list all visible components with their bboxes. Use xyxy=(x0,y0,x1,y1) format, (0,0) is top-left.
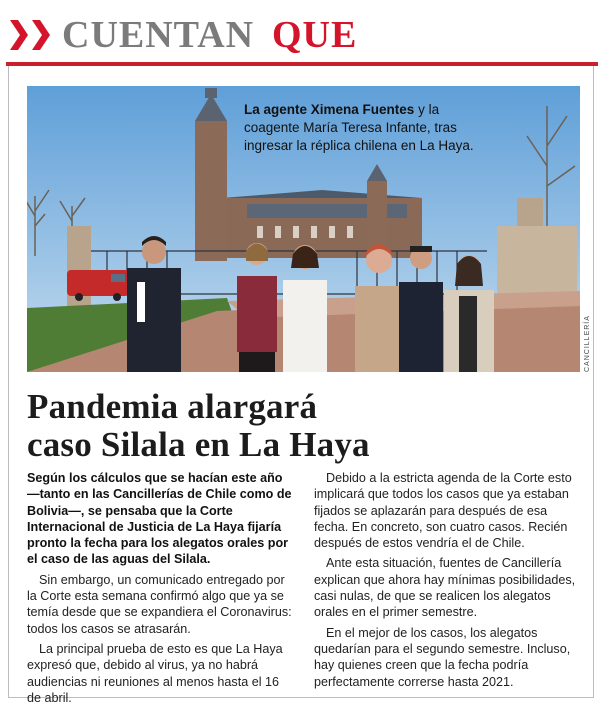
article-paragraph: Ante esta situación, fuentes de Cancillería explican que ahora hay mínimas posibilidades, casi nulas, de que se realicen los alegatos orales en el primer semestre. xyxy=(314,556,576,620)
section-title-red: QUE xyxy=(272,14,358,56)
photo-caption xyxy=(244,101,494,155)
article-lead: Según los cálculos que se hacían este año —tanto en las Cancillerías de Chile como de Bolivia—, se pensaba que la Corte Internacional de Justicia de La Haya fijaría pronto la fecha para los alegatos orales por el caso de las aguas del Silala. xyxy=(27,471,292,567)
article-column-right xyxy=(314,470,579,694)
article-paragraph: Debido a la estricta agenda de la Corte esto implicará que todos los casos que ya estaban fijados se aplazarán para después de esa fecha. En concreto, son cuatro casos. Recién después de estos vendría el de Chile. xyxy=(314,471,572,551)
article-paragraph: En el mejor de los casos, los alegatos quedarían para el segundo semestre. Incluso, hay quienes creen que la fecha podría perfectamente correrse hasta 2021. xyxy=(314,625,571,689)
article-column-left xyxy=(27,470,292,710)
chevron-right-icon xyxy=(32,20,50,50)
chevron-right-icon xyxy=(10,20,28,50)
headline-line-1: Pandemia alargará xyxy=(27,387,318,426)
section-header xyxy=(0,0,600,62)
photo-credit: CANCILLERÍA xyxy=(584,315,591,372)
article-headline xyxy=(27,388,577,464)
article-paragraph: Sin embargo, un comunicado entregado por la Corte esta semana confirmó algo que ya se temía desde que se expandiera el Coronavirus: todos los casos se atrasarán. xyxy=(27,572,292,636)
article-paragraph: La principal prueba de esto es que La Haya expresó que, debido al virus, ya no habrá audiencias ni reuniones al menos hasta el 16 de abril. xyxy=(27,641,283,705)
section-title-gray: CUENTAN xyxy=(62,14,255,56)
headline-line-2: caso Silala en La Haya xyxy=(27,425,370,464)
caption-text: y la coagente María Teresa Infante, tras ingresar la réplica chilena en La Haya. xyxy=(244,102,474,153)
caption-bold: La agente Ximena Fuentes xyxy=(244,102,415,117)
